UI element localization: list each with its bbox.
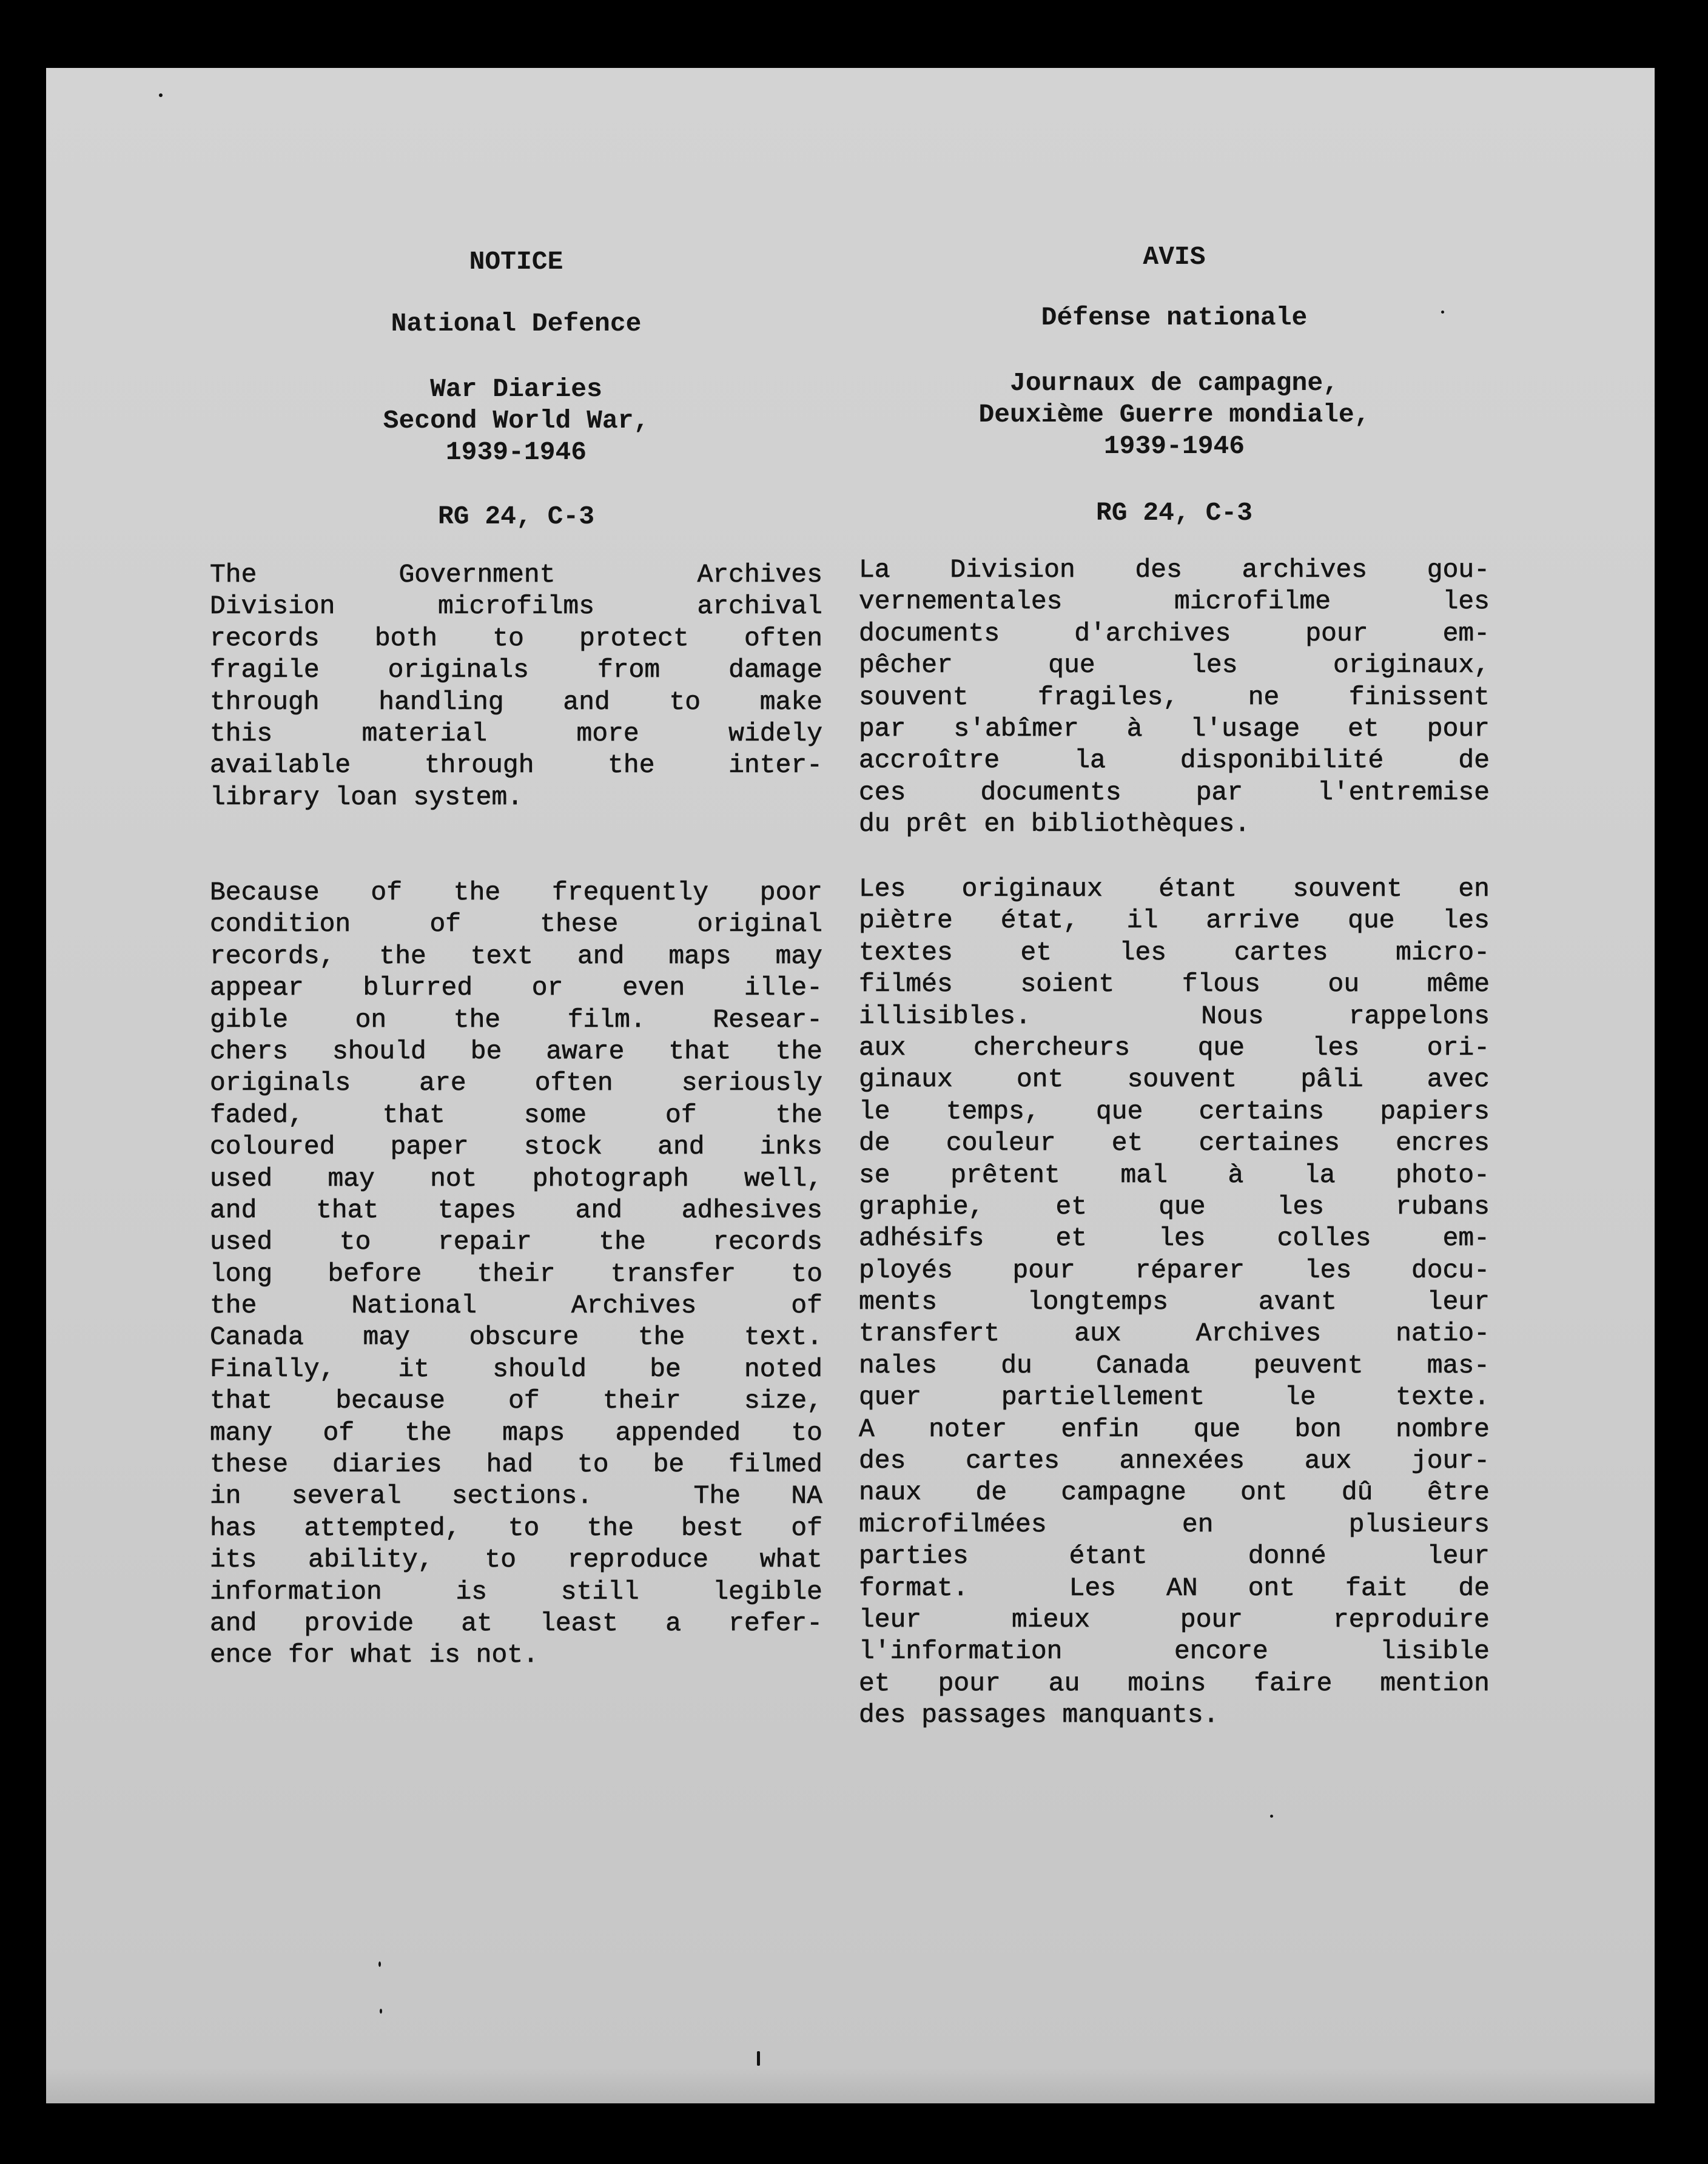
text-line: le temps, que certains papiers [859, 1096, 1490, 1126]
text-line: naux de campagne ont dû être [859, 1477, 1490, 1508]
text-line: l'information encore lisible [859, 1636, 1490, 1667]
notice-paragraph-1 [210, 559, 822, 813]
text-line: transfert aux Archives natio- [859, 1319, 1490, 1349]
text-line: its ability, to reproduce what [210, 1545, 822, 1575]
text-line: many of the maps appended to [210, 1417, 822, 1448]
text-line: originals are often seriously [210, 1068, 822, 1098]
text-line: through handling and to make [210, 687, 822, 717]
subject-line-3: 1939-1946 [445, 437, 587, 467]
text-line: Canada may obscure the text. [210, 1322, 822, 1352]
text-line: par s'abîmer à l'usage et pour [859, 713, 1490, 744]
text-line: illisibles. Nous rappelons [859, 1001, 1490, 1031]
department-heading: National Defence [391, 309, 642, 338]
scan-speck [159, 93, 163, 97]
text-line: chers should be aware that the [210, 1036, 822, 1066]
avis-title: AVIS [1143, 242, 1206, 272]
text-line: library loan system. [210, 782, 523, 812]
department-heading-fr: Défense nationale [1041, 303, 1308, 332]
text-line: souvent fragiles, ne finissent [859, 682, 1490, 712]
subject-line-1-fr: Journaux de campagne, [1010, 368, 1339, 398]
notice-title: NOTICE [469, 247, 563, 277]
text-line: has attempted, to the best of [210, 1513, 822, 1543]
scan-speck [757, 2051, 760, 2066]
scan-speck [1441, 311, 1444, 314]
subject-line-1: War Diaries [430, 374, 602, 404]
text-line: ces documents par l'entremise [859, 777, 1490, 807]
text-line: coloured paper stock and inks [210, 1132, 822, 1162]
text-line: des passages manquants. [859, 1700, 1219, 1730]
record-group-reference-fr: RG 24, C-3 [1095, 498, 1253, 528]
text-line: the National Archives of [210, 1291, 822, 1321]
document-page [46, 68, 1655, 2103]
text-line: condition of these original [210, 909, 822, 939]
text-line: information is still legible [210, 1576, 822, 1607]
text-line: A noter enfin que bon nombre [859, 1414, 1490, 1444]
text-line: used to repair the records [210, 1227, 822, 1257]
text-line: adhésifs et les colles em- [859, 1223, 1490, 1254]
text-line: records both to protect often [210, 623, 822, 653]
text-line: Finally, it should be noted [210, 1354, 822, 1384]
text-line: in several sections. The NA [210, 1481, 822, 1511]
text-line: format. Les AN ont fait de [859, 1573, 1490, 1603]
text-line: vernementales microfilme les [859, 586, 1490, 617]
text-line: et pour au moins faire mention [859, 1668, 1490, 1698]
text-line: documents d'archives pour em- [859, 618, 1490, 648]
text-line: leur mieux pour reproduire [859, 1604, 1490, 1635]
text-line: these diaries had to be filmed [210, 1450, 822, 1480]
text-line: graphie, et que les rubans [859, 1191, 1490, 1221]
scan-speck [1270, 1815, 1273, 1818]
notice-paragraph-2 [210, 877, 822, 1672]
avis-paragraph-2 [859, 873, 1490, 1732]
text-line: aux chercheurs que les ori- [859, 1032, 1490, 1063]
text-line: this material more widely [210, 718, 822, 748]
page-bottom-edge [46, 2067, 1655, 2103]
avis-paragraph-1 [859, 554, 1490, 841]
text-line: fragile originals from damage [210, 655, 822, 685]
text-line: microfilmées en plusieurs [859, 1509, 1490, 1539]
scan-speck [380, 2009, 382, 2014]
text-line: ginaux ont souvent pâli avec [859, 1064, 1490, 1095]
text-line: that because of their size, [210, 1386, 822, 1416]
text-line: ployés pour réparer les docu- [859, 1255, 1490, 1285]
text-line: La Division des archives gou- [859, 555, 1490, 585]
text-line: records, the text and maps may [210, 941, 822, 971]
text-line: quer partiellement le texte. [859, 1382, 1490, 1413]
subject-line-3-fr: 1939-1946 [1103, 431, 1245, 461]
text-line: filmés soient flous ou même [859, 969, 1490, 1000]
text-line: appear blurred or even ille- [210, 973, 822, 1003]
subject-line-2: Second World War, [383, 406, 650, 435]
text-line: de couleur et certaines encres [859, 1128, 1490, 1158]
text-line: du prêt en bibliothèques. [859, 809, 1251, 839]
scan-speck [378, 1961, 381, 1967]
text-line: and that tapes and adhesives [210, 1195, 822, 1225]
text-line: Because of the frequently poor [210, 878, 822, 907]
text-line: gible on the film. Resear- [210, 1004, 822, 1035]
text-line: piètre état, il arrive que les [859, 906, 1490, 936]
text-line: se prêtent mal à la photo- [859, 1160, 1490, 1190]
text-line: long before their transfer to [210, 1258, 822, 1289]
text-line: ments longtemps avant leur [859, 1287, 1490, 1317]
text-line: nales du Canada peuvent mas- [859, 1350, 1490, 1380]
text-line: The Government Archives [210, 560, 822, 590]
text-line: Division microfilms archival [210, 591, 822, 622]
text-line: accroître la disponibilité de [859, 745, 1490, 776]
text-line: available through the inter- [210, 750, 822, 781]
text-line: parties étant donné leur [859, 1541, 1490, 1571]
subject-line-2-fr: Deuxième Guerre mondiale, [978, 400, 1370, 429]
text-line: textes et les cartes micro- [859, 937, 1490, 967]
text-line: ence for what is not. [210, 1640, 539, 1670]
text-line: faded, that some of the [210, 1100, 822, 1130]
text-line: pêcher que les originaux, [859, 650, 1490, 680]
text-line: and provide at least a refer- [210, 1608, 822, 1638]
record-group-reference: RG 24, C-3 [437, 502, 595, 531]
text-line: used may not photograph well, [210, 1163, 822, 1194]
text-line: Les originaux étant souvent en [859, 874, 1490, 904]
text-line: des cartes annexées aux jour- [859, 1446, 1490, 1476]
